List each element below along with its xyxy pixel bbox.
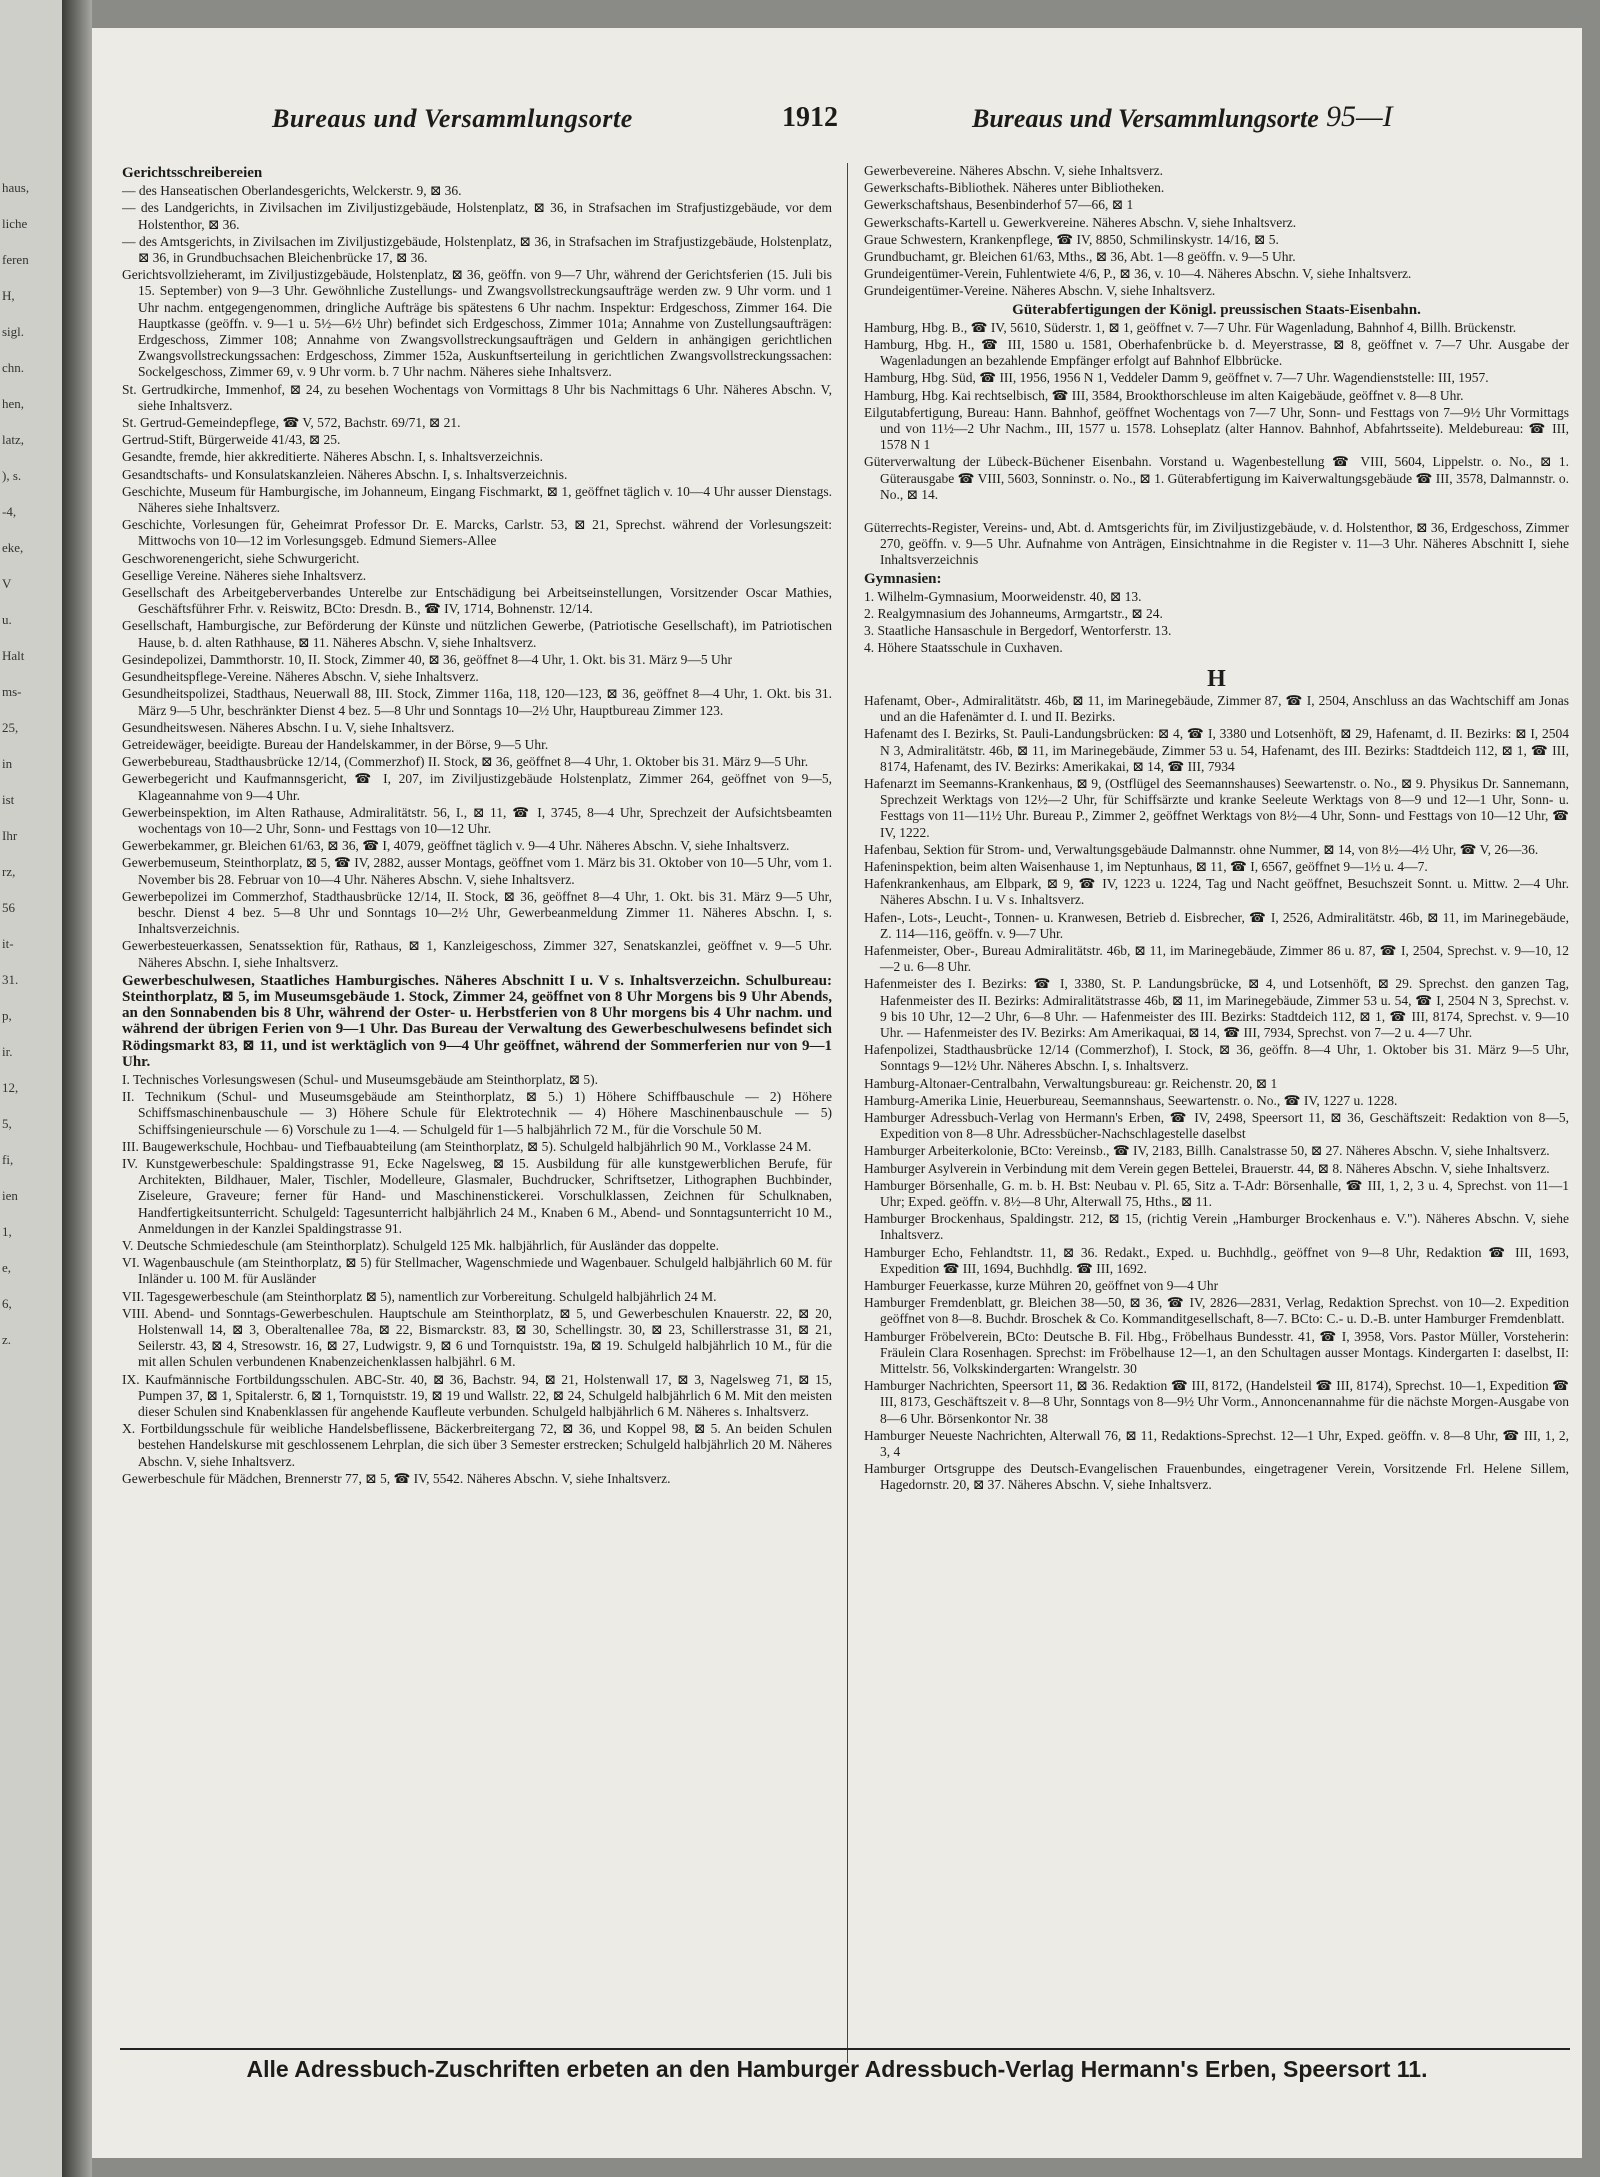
directory-entry: — des Landgerichts, in Zivilsachen im Ziviljustizgebäude, Holstenplatz, ⊠ 36, in Strafsachen im Strafjustizgebäude, vor dem Holstenthor, ⊠ 36. xyxy=(122,200,832,232)
directory-entry: Hafenmeister, Ober-, Bureau Admiralitätstr. 46b, ⊠ 11, im Marinegebäude, Zimmer 86 u. 87, ☎ I, 2504, Sprechst. v. 9—10, 12—2 u. 6—8 Uhr. xyxy=(864,942,1569,975)
directory-entry: Hamburger Arbeiterkolonie, BCto: Vereinsb., ☎ IV, 2183, Billh. Canalstrasse 50, ⊠ 27. Näheres Abschn. V, siehe Inhaltsverz. xyxy=(864,1143,1550,1159)
footer-notice: Alle Adressbuch-Zuschriften erbeten an den Hamburger Adressbuch-Verlag Hermann's Erben, Speersort 11. xyxy=(246,2056,1428,2082)
margin-fragment: 25, xyxy=(2,720,19,735)
directory-entry: Hamburger Ortsgruppe des Deutsch-Evangelischen Frauenbundes, eingetragener Verein, Vorsitzende Frl. Helene Sillem, Hagedornstr. 20, ⊠ 37. Näheres Abschn. V, siehe Inhaltsverz. xyxy=(864,1461,1569,1493)
directory-entry: II. Technikum (Schul- und Museumsgebäude am Steinthorplatz, ⊠ 5.) 1) Höhere Schiffbauschule — 2) Höhere Schiffsmaschinenbauschule — 3) Höhere Schule für Elektrotechnik — 4) Höhere Maschinenbauschule — 5) Schiffsingenieurschule — 6) Vorschule zu 1—4. — Schulgeld für 1—5 halbjährlich 72 M., für die Vorschule 50 M. xyxy=(122,1089,832,1137)
margin-fragment: ), s. xyxy=(2,468,22,483)
directory-entry: 2. Realgymnasium des Johanneums, Armgartstr., ⊠ 24. xyxy=(864,606,1163,622)
directory-entry: Gesandte, fremde, hier akkreditierte. Näheres Abschn. I, s. Inhaltsverzeichnis. xyxy=(122,449,543,465)
directory-entry: Hamburger Fremdenblatt, gr. Bleichen 38—50, ⊠ 36, ☎ IV, 2826—2831, Verlag, Redaktion Sprechst. von 10—2. Expedition geöffnet von 8—8. Buchdr. Broschek & Co. Kommanditgesellschaft, 8—7. BCto: C.- u. D.-B. unter Hamburger Fremdenblatt. xyxy=(864,1295,1569,1327)
directory-entry: VI. Wagenbauschule (am Steinthorplatz, ⊠ 5) für Stellmacher, Wagenschmiede und Wagenbauer. Schulgeld halbjährlich 60 M. für Inländer u. 100 M. für Ausländer xyxy=(122,1255,832,1287)
margin-fragment: 56 xyxy=(2,900,15,915)
directory-entry: Gesundheitswesen. Näheres Abschn. I u. V, siehe Inhaltsverz. xyxy=(122,719,455,735)
footer-rule xyxy=(120,2048,1570,2050)
margin-fragment: ms- xyxy=(2,684,22,699)
margin-fragment: ien xyxy=(2,1188,18,1203)
directory-entry: Gesellschaft des Arbeitgeberverbandes Unterelbe zur Entschädigung bei Arbeitseinstellungen, Vorsitzender Oscar Mathies, Geschäftsführer Frhr. v. Reiswitz, BCto: Dresdn. B., ☎ IV, 1714, Bohnenstr. 12/14. xyxy=(122,585,832,617)
directory-entry: Gewerbevereine. Näheres Abschn. V, siehe Inhaltsverz. xyxy=(864,163,1164,178)
directory-entry: 4. Höhere Staatsschule in Cuxhaven. xyxy=(864,640,1063,656)
directory-entry: VII. Tagesgewerbeschule (am Steinthorplatz ⊠ 5), namentlich zur Vorbereitung. Schulgeld halbjährlich 24 M. xyxy=(122,1288,717,1304)
margin-fragment: haus, xyxy=(2,180,30,195)
directory-entry: Gewerbebureau, Stadthausbrücke 12/14, (Commerzhof) II. Stock, ⊠ 36, geöffnet 8—4 Uhr, 1. Oktober bis 31. März 9—5 Uhr. xyxy=(122,754,809,770)
directory-entry: 3. Staatliche Hansaschule in Bergedorf, Wentorferstr. 13. xyxy=(864,623,1172,639)
directory-entry: Gertrud-Stift, Bürgerweide 41/43, ⊠ 25. xyxy=(122,432,341,448)
header-left-title: Bureaus und Versammlungsorte xyxy=(272,104,633,133)
previous-page-edge xyxy=(0,0,64,2177)
margin-fragment: rz, xyxy=(2,864,16,879)
directory-entry: Hafeninspektion, beim alten Waisenhause 1, im Neptunhaus, ⊠ 11, ☎ I, 6567, geöffnet 9—1½ u. 4—7. xyxy=(864,858,1428,874)
page-number: 95—I xyxy=(1326,100,1393,133)
margin-fragment: z. xyxy=(2,1332,12,1347)
directory-entry: Graue Schwestern, Krankenpflege, ☎ IV, 8850, Schmilinskystr. 14/16, ⊠ 5. xyxy=(864,231,1279,247)
margin-fragment: eke, xyxy=(2,540,24,555)
page-header xyxy=(92,28,1582,138)
directory-entry: Hamburg, Hbg. H., ☎ III, 1580 u. 1581, Oberhafenbrücke b. d. Meyerstrasse, ⊠ 8, geöffnet v. 7—7 Uhr. Ausgabe der Wagenladungen an bezahlende Empfänger erfolgt auf Bahnhof Elbbrücke. xyxy=(864,337,1569,369)
directory-entry: Hamburger Asylverein in Verbindung mit dem Verein gegen Bettelei, Brauerstr. 44, ⊠ 8. Näheres Abschn. V, siehe Inhaltsverz. xyxy=(864,1160,1550,1176)
margin-fragment: 5, xyxy=(2,1116,12,1131)
margin-fragment: 1, xyxy=(2,1224,12,1239)
directory-entry: Gewerkschafts-Kartell u. Gewerkvereine. Näheres Abschn. V, siehe Inhaltsverz. xyxy=(864,214,1297,230)
directory-entry: Hafenamt, Ober-, Admiralitätstr. 46b, ⊠ 11, im Marinegebäude, Zimmer 87, ☎ I, 2504, Anschluss an das Wachtschiff am Jonas und an die Hafenämter d. I. und II. Bezirks. xyxy=(864,692,1569,725)
directory-entry: Hamburg-Altonaer-Centralbahn, Verwaltungsbureau: gr. Reichenstr. 20, ⊠ 1 xyxy=(864,1075,1278,1091)
directory-entry: Gesindepolizei, Dammthorstr. 10, II. Stock, Zimmer 40, ⊠ 36, geöffnet 8—4 Uhr, 1. Okt. bis 31. März 9—5 Uhr xyxy=(122,651,733,667)
directory-entry: Gewerkschafts-Bibliothek. Näheres unter Bibliotheken. xyxy=(864,180,1165,196)
directory-entry: Gewerkschaftshaus, Besenbinderhof 57—66, ⊠ 1 xyxy=(864,197,1134,213)
margin-fragment: liche xyxy=(2,216,28,231)
margin-fragment: -4, xyxy=(2,504,17,519)
directory-entry: III. Baugewerkschule, Hochbau- und Tiefbauabteilung (am Steinthorplatz, ⊠ 5). Schulgeld halbjährlich 90 M., Vorklasse 24 M. xyxy=(122,1138,812,1154)
directory-entry: IV. Kunstgewerbeschule: Spaldingstrasse 91, Ecke Nagelsweg, ⊠ 15. Ausbildung für alle kunstgewerblichen Berufe, für Architekten, Bildhauer, Maler, Tischler, Modelleure, Glasmaler, Buchdrucker, Schriftsetzer, Lithographen Buchbinder, Ziseleure, Graveure; ferner für Hand- und Maschinenstickerei. Vorschulklassen, Zeichnen für Schulknaben, Handfertigkeitsunterricht. Schulgeld: Tagesunterricht halbjährlich 24 M., Knaben 6 M., Abend- und Sonntagsunterricht 10 M., Anmeldungen in der Kanzlei Spaldingstrasse 91. xyxy=(122,1155,832,1236)
directory-entry: Gesundheitspflege-Vereine. Näheres Abschn. V, siehe Inhaltsverz. xyxy=(122,669,479,685)
margin-fragment: 31. xyxy=(2,972,19,987)
margin-fragment: feren xyxy=(2,252,29,267)
directory-entry: 1. Wilhelm-Gymnasium, Moorweidenstr. 40, ⊠ 13. xyxy=(864,588,1142,604)
margin-fragment: H, xyxy=(2,288,15,303)
directory-entry: X. Fortbildungsschule für weibliche Handelsbeflissene, Bäckerbreitergang 72, ⊠ 36, und Koppel 98, ⊠ 5. An beiden Schulen bestehen Handelskurse mit geschlossenem Lehrplan, die sich über 3 Semester erstrecken; Schulgeld halbjährlich 20 M. Näheres Abschn. V, siehe Inhaltsverz. xyxy=(122,1421,832,1469)
directory-entry: Hafenarzt im Seemanns-Krankenhaus, ⊠ 9, (Ostflügel des Seemannshauses) Seewartenstr. o. No., ⊠ 9. Physikus Dr. Sannemann, Sprechzeit Werktags von 12½—2 Uhr, für Schiffsärzte und kranke Seeleute Werktags von 8—9 und 12—1 Uhr, Sonn- u. Festtags von 11—11½ Uhr. Bureau P., Zimmer 2, geöffnet Werktags von 8½—4 Uhr, Sonn- und Festtags von 10—12 Uhr, ☎ IV, 1222. xyxy=(864,775,1569,840)
directory-entry: — des Hanseatischen Oberlandesgerichts, Welckerstr. 9, ⊠ 36. xyxy=(122,183,462,199)
margin-fragment: ir. xyxy=(2,1044,13,1059)
directory-entry: Gerichtsvollzieheramt, im Ziviljustizgebäude, Holstenplatz, ⊠ 36, geöffn. von 9—7 Uhr, während der Gerichtsferien (15. Juli bis 15. September) von 9—3 Uhr. Gewöhnliche Zustellungs- und Zwangsvollstreckungsaufträge werden zw. 9 Uhr vorm. und 1 Uhr nachm. entgegengenommen, dringliche Aufträge bis spätestens 6 Uhr nachm. Inspektur: Erdgeschoss, Zimmer 164. Die Hauptkasse (geöffn. v. 9—1 u. 5½—6½ Uhr) befindet sich Erdgeschoss, Zimmer 101a; Annahme von Zustellungsaufträgen: Erdgeschoss, Zimmer 108; Annahme von Zwangsvollstreckungsaufträgen und Geldern in anhängigen gerichtlichen Zwangsvollstreckungssachen: Erdgeschoss, Zimmer 152a, Auskunftserteilung in gerichtlichen Zwangsvollstreckungssachen: Sockelgeschoss, Zimmer 69, v. 9 Uhr vorm. b. 7 Uhr nachm. Näheres siehe Inhaltsverz. xyxy=(122,267,832,380)
directory-entry: Hafen-, Lots-, Leucht-, Tonnen- u. Kranwesen, Betrieb d. Eisbrecher, ☎ I, 2526, Admiralitätstr. 46b, ⊠ 11, im Marinegebäude, Z. 114—116, geöffn. v. 9—7 Uhr. xyxy=(864,909,1569,941)
section-heading: Gymnasien: xyxy=(864,570,942,587)
margin-fragment: u. xyxy=(2,612,12,627)
directory-entry: Hafenamt des I. Bezirks, St. Pauli-Landungsbrücken: ⊠ 4, ☎ I, 3380 und Lotsenhöft, ⊠ 29, Hafenamt, d. II. Bezirks: ⊠ I, 2504 N 3, Admiralitätstr. 46b, ⊠ 11, im Marinegebäude, Zimmer 53 u. 54, Hafenamt, des III. Bezirks: Stadtdeich 112, ⊠ 1, ☎ III, 8174, Hafenamt, des IV. Bezirks: Amerikakai, ⊠ 14, ☎ III, 7934 xyxy=(864,726,1569,774)
directory-entry: Hamburg, Hbg. Kai rechtselbisch, ☎ III, 3584, Brookthorschleuse im alten Kaigebäude, geöffnet v. 8—8 Uhr. xyxy=(864,387,1464,403)
directory-entry: Hamburger Echo, Fehlandtstr. 11, ⊠ 36. Redakt., Exped. u. Buchhdlg., geöffnet von 9—8 Uhr, Redaktion ☎ III, 1693, Expedition ☎ III, 1694, Buchhdlg. ☎ III, 1692. xyxy=(864,1244,1569,1276)
margin-fragment: Ihr xyxy=(2,828,18,843)
directory-entry: St. Gertrud-Gemeindepflege, ☎ V, 572, Bachstr. 69/71, ⊠ 21. xyxy=(122,415,461,431)
directory-entry: Hafenkrankenhaus, am Elbpark, ⊠ 9, ☎ IV, 1223 u. 1224, Tag und Nacht geöffnet, Besuchszeit Sonnt. u. Mittw. 2—4 Uhr. Näheres Abschn. I u. V s. Inhaltsverz. xyxy=(864,876,1569,908)
directory-entry: Geschichte, Museum für Hamburgische, im Johanneum, Eingang Fischmarkt, ⊠ 1, geöffnet täglich v. 10—4 Uhr ausser Dienstags. Näheres siehe Inhaltsverz. xyxy=(122,483,832,516)
directory-entry: — des Amtsgerichts, in Zivilsachen im Ziviljustizgebäude, Holstenplatz, ⊠ 36, in Strafsachen im Strafjustizgebäude, Holstenplatz, ⊠ 36, in Grundbuchsachen Bleichenbrücke 17, ⊠ 36. xyxy=(122,233,832,266)
directory-entry: Getreidewäger, beeidigte. Bureau der Handelskammer, in der Börse, 9—5 Uhr. xyxy=(122,736,549,752)
section-heading: Gewerbeschulwesen, Staatliches Hamburgisches. Näheres Abschnitt I u. V s. Inhaltsverzeichn. Schulbureau: Steinthorplatz, ⊠ 5, im Museumsgebäude 1. Stock, Zimmer 24, geöffnet von 8 Uhr Morgens bis 9 Uhr Abends, an den Sonnabenden bis 8 Uhr, während der Oster- u. Herbstferien von 8 Uhr morgens bis 4 Uhr nachm. und während der übrigen Ferien von 9—1 Uhr. Das Bureau der Verwaltung des Gewerbeschulwesens befindet sich Rödingsmarkt 83, ⊠ 11, und ist werktäglich von 9—4 Uhr geöffnet, während der Sommerferien nur von 9—1 Uhr. xyxy=(122,972,832,1070)
directory-entry: Hafenpolizei, Stadthausbrücke 12/14 (Commerzhof), I. Stock, ⊠ 36, geöffn. 8—4 Uhr, 1. Oktober bis 31. März 9—5 Uhr, Sonntags 9—12½ Uhr. Näheres Abschn. I, s. Inhaltsverz. xyxy=(864,1042,1569,1074)
directory-entry: Gesellige Vereine. Näheres siehe Inhaltsverz. xyxy=(122,567,367,583)
directory-entry: Grundeigentümer-Verein, Fuhlentwiete 4/6, P., ⊠ 36, v. 10—4. Näheres Abschn. V, siehe Inhaltsverz. xyxy=(864,266,1412,282)
header-year: 1912 xyxy=(782,102,838,133)
directory-entry: Hamburger Nachrichten, Speersort 11, ⊠ 36. Redaktion ☎ III, 8172, (Handelsteil ☎ III, 8174), Sprechst. 10—1, Expedition ☎ III, 8173, Geschäftszeit v. 8—8 Uhr, Sonntags von 8—9½ Uhr Vorm., Annoncenannahme für die nächste Morgen-Ausgabe von 8—6 Uhr. Börsenkontor Nr. 38 xyxy=(864,1378,1569,1426)
section-heading: Güterabfertigungen der Königl. preussischen Staats-Eisenbahn. xyxy=(1012,301,1421,318)
margin-fragment: in xyxy=(2,756,13,771)
directory-entry: I. Technisches Vorlesungswesen (Schul- und Museumsgebäude am Steinthorplatz, ⊠ 5). xyxy=(122,1071,599,1087)
directory-entry: Eilgutabfertigung, Bureau: Hann. Bahnhof, geöffnet Wochentags von 7—7 Uhr, Sonn- und Festtags von 7—9½ Uhr Vormittags und von 11½—2 Uhr Nachm., III, 1577 u. 1578. Lohseplatz (alter Hannov. Bahnhof, Abfahrtsseite). Meldebureau: ☎ III, 1578 N 1 xyxy=(864,404,1569,453)
directory-entry: Hafenmeister des I. Bezirks: ☎ I, 3380, St. P. Landungsbrücke, ⊠ 4, und Lotsenhöft, ⊠ 29. Sprechst. den ganzen Tag, Hafenmeister des II. Bezirks: Admiralitätstrasse 46b, ⊠ 11, im Marinegebäude, Zimmer 53 u. 54, ☎ I, 2504 N 3, Sprechst. v. 9 bis 10 Uhr, 12—2 Uhr, 6—8 Uhr. — Hafenmeister des III. Bezirks: Stadtdeich 112, ⊠ 1, ☎ III, 8174, Sprechst. v. 9—10 Uhr. — Hafenmeister des IV. Bezirks: Am Amerikaquai, ⊠ 14, ☎ III, 7934, Sprechst. von 7—2 u. 4—7 Uhr. xyxy=(864,976,1569,1040)
directory-entry: Geschichte, Vorlesungen für, Geheimrat Professor Dr. E. Marcks, Carlstr. 53, ⊠ 21, Sprechst. während der Vorlesungszeit: Mittwochs von 10—12 im Vorlesungsgeb. Edmund Siemers-Allee xyxy=(122,517,832,549)
margin-fragment: sigl. xyxy=(2,324,25,339)
margin-fragment: fi, xyxy=(2,1152,14,1167)
header-right-title: Bureaus und Versammlungsorte xyxy=(972,104,1319,133)
directory-entry: Gewerbepolizei im Commerzhof, Stadthausbrücke 12/14, II. Stock, ⊠ 36, geöffnet 8—4 Uhr, 1. Okt. bis 31. März 9—5 Uhr, beschr. Dienst 4 bez. 5—8 Uhr und Sonntags 10—2½ Uhr, Gewerbeanmeldung Zimmer 11. Näheres Abschn. I, s. Inhaltsverzeichnis. xyxy=(122,888,832,937)
column-divider xyxy=(847,163,848,2063)
spacer xyxy=(864,504,1569,520)
directory-entry: Güterrechts-Register, Vereins- und, Abt. d. Amtsgerichts für, im Ziviljustizgebäude, v. d. Holstenthor, ⊠ 36, Erdgeschoss, Zimmer 270, geöffn. v. 9—5 Uhr. Aufnahme von Anträgen, Einsichtnahme in die Register v. 11—3 Uhr. Näheres Abschnitt I, siehe Inhaltsverzeichnis xyxy=(864,520,1569,568)
directory-entry: Güterverwaltung der Lübeck-Büchener Eisenbahn. Vorstand u. Wagenbestellung ☎ VIII, 5604, Lippelstr. o. No., ⊠ 1. Güterausgabe ☎ VIII, 5603, Sonninstr. o. No., ⊠ 1. Güterabfertigung im Kaiverwaltungsgebäude ☎ III, 3578, Dalmannstr. o. No., ⊠ 14. xyxy=(864,454,1569,502)
left-column xyxy=(122,163,832,1488)
directory-entry: V. Deutsche Schmiedeschule (am Steinthorplatz). Schulgeld 125 Mk. halbjährlich, für Ausländer das doppelte. xyxy=(122,1238,719,1253)
margin-fragment: 12, xyxy=(2,1080,19,1095)
directory-entry: Gewerbeinspektion, im Alten Rathause, Admiralitätstr. 56, I., ⊠ 11, ☎ I, 3745, 8—4 Uhr, Sprechzeit der Aufsichtsbeamten wochentags von 10—2 Uhr, Sonn- und Festtags von 10—12 Uhr. xyxy=(122,804,832,836)
directory-entry: Gewerbesteuerkassen, Senatssektion für, Rathaus, ⊠ 1, Kanzleigeschoss, Zimmer 327, Senatskanzlei, geöffnet v. 9—5 Uhr. Näheres Abschn. I, siehe Inhaltsverz. xyxy=(122,938,832,970)
margin-fragment: hen, xyxy=(2,396,25,411)
directory-entry: Hamburger Brockenhaus, Spaldingstr. 212, ⊠ 15, (richtig Verein „Hamburger Brockenhaus e. V."). Näheres Abschn. V, siehe Inhaltsverz. xyxy=(864,1211,1569,1243)
directory-entry: Gesandtschafts- und Konsulatskanzleien. Näheres Abschn. I, s. Inhaltsverzeichnis. xyxy=(122,466,568,482)
directory-entry: Gesundheitspolizei, Stadthaus, Neuerwall 88, III. Stock, Zimmer 116a, 118, 120—123, ⊠ 36, geöffnet 8—4 Uhr, 1. Okt. bis 31. März 9—5 Uhr, beschränkter Dienst 4 bez. 5—8 Uhr und Sonntags 10—2½ Uhr, Hauptbureau Zimmer 123. xyxy=(122,686,832,718)
directory-entry: Hamburger Feuerkasse, kurze Mühren 20, geöffnet von 9—4 Uhr xyxy=(864,1278,1219,1293)
directory-entry: Gewerbeschule für Mädchen, Brennerstr 77, ⊠ 5, ☎ IV, 5542. Näheres Abschn. V, siehe Inhaltsverz. xyxy=(122,1470,671,1486)
directory-entry: Grundeigentümer-Vereine. Näheres Abschn. V, siehe Inhaltsverz. xyxy=(864,283,1216,299)
directory-entry: Hamburg, Hbg. Süd, ☎ III, 1956, 1956 N 1, Veddeler Damm 9, geöffnet v. 7—7 Uhr. Wagendienststelle: III, 1957. xyxy=(864,370,1489,386)
section-heading: Gerichtsschreibereien xyxy=(122,165,263,181)
letter-divider: H xyxy=(1207,665,1226,692)
directory-entry: Hamburg-Amerika Linie, Heuerbureau, Seemannshaus, Seewartenstr. o. No., ☎ IV, 1227 u. 1228. xyxy=(864,1092,1398,1108)
margin-fragment: p, xyxy=(2,1008,12,1023)
margin-fragment: it- xyxy=(2,936,14,951)
directory-entry: Gewerbemuseum, Steinthorplatz, ⊠ 5, ☎ IV, 2882, ausser Montags, geöffnet vom 1. März bis 31. Oktober von 10—5 Uhr, vom 1. November bis 28. Februar von 10—4 Uhr. Näheres Abschn. V, siehe Inhaltsverz. xyxy=(122,855,832,887)
directory-entry: VIII. Abend- und Sonntags-Gewerbeschulen. Hauptschule am Steinthorplatz, ⊠ 5, und Gewerbeschulen Knauerstr. 22, ⊠ 20, Holstenwall 14, ⊠ 3, Oberaltenallee 78a, ⊠ 22, Bismarckstr. 83, ⊠ 30, Schellingstr. 30, ⊠ 23, Schillerstrasse 31, ⊠ 21, Seilerstr. 43, ⊠ 4, Stresowstr. 16, ⊠ 27, Ludwigstr. 9, ⊠ 6 und Tornquiststr. 19a, ⊠ 19. Schulgeld halbjährlich 10 M., für die mit allen Schulen verbundenen Knabenzeichenklassen halbjährl. 6 M. xyxy=(122,1305,832,1370)
margin-fragment: latz, xyxy=(2,432,25,447)
margin-fragment: ist xyxy=(2,792,15,807)
directory-entry: Gesellschaft, Hamburgische, zur Beförderung der Künste und nützlichen Gewerbe, (Patriotische Gesellschaft), im Patriotischen Hause, b. d. alten Rathhause, ⊠ 11. Näheres Abschn. V, siehe Inhaltsverz. xyxy=(122,618,832,650)
directory-entry: Hamburger Adressbuch-Verlag von Hermann's Erben, ☎ IV, 2498, Speersort 11, ⊠ 36, Geschäftszeit: Redaktion von 8—5, Expedition von 8—8 Uhr. Adressbücher-Nachschlagestelle daselbst xyxy=(864,1109,1569,1142)
directory-entry: Grundbuchamt, gr. Bleichen 61/63, Mths., ⊠ 36, Abt. 1—8 geöffn. v. 9—5 Uhr. xyxy=(864,249,1296,265)
directory-entry: Gewerbekammer, gr. Bleichen 61/63, ⊠ 36, ☎ I, 4079, geöffnet täglich v. 9—4 Uhr. Näheres Abschn. V, siehe Inhaltsverz. xyxy=(122,838,790,854)
book-binding xyxy=(62,0,92,2177)
margin-fragment: Halt xyxy=(2,648,25,663)
directory-entry: St. Gertrudkirche, Immenhof, ⊠ 24, zu besehen Wochentags von Vormittags 8 Uhr bis Nachmittags 6 Uhr. Näheres Abschn. V, siehe Inhaltsverz. xyxy=(122,381,832,413)
directory-entry: Geschworenengericht, siehe Schwurgericht. xyxy=(122,550,360,566)
directory-page xyxy=(92,28,1582,2158)
margin-fragment: 6, xyxy=(2,1296,12,1311)
directory-entry: Hamburger Börsenhalle, G. m. b. H. Bst: Neubau v. Pl. 65, Sitz a. T-Adr: Börsenhalle, ☎ III, 1, 2, 3 u. 4, Sprechst. von 11—1 Uhr; Exped. geöffn. v. 8½—8 Uhr, Alterwall 75, Hths., ⊠ 11. xyxy=(864,1177,1569,1209)
margin-fragment: chn. xyxy=(2,360,25,375)
directory-entry: Hafenbau, Sektion für Strom- und, Verwaltungsgebäude Dalmannstr. ohne Nummer, ⊠ 14, von 8½—4½ Uhr, ☎ V, 26—36. xyxy=(864,841,1539,857)
margin-fragment: e, xyxy=(2,1260,12,1275)
right-column xyxy=(864,163,1569,1495)
directory-entry: Gewerbegericht und Kaufmannsgericht, ☎ I, 207, im Ziviljustizgebäude Holstenplatz, Zimmer 264, geöffnet von 9—5, Klageannahme von 9—4 Uhr. xyxy=(122,771,832,803)
directory-entry: IX. Kaufmännische Fortbildungsschulen. ABC-Str. 40, ⊠ 36, Bachstr. 94, ⊠ 21, Holstenwall 17, ⊠ 3, Nagelsweg 71, ⊠ 15, Pumpen 37, ⊠ 1, Spitalerstr. 6, ⊠ 1, Tornquiststr. 19, ⊠ 19 und Wallstr. 22, ⊠ 24, Schulgeld halbjährlich 6 M. Mit den meisten dieser Schulen sind Knabenklassen für angehende Kaufleute verbunden. Schulgeld halbjährlich 6 M. Näheres s. Inhaltsverz. xyxy=(122,1371,832,1420)
directory-entry: Hamburger Fröbelverein, BCto: Deutsche B. Fil. Hbg., Fröbelhaus Bundesstr. 41, ☎ I, 3958, Vors. Pastor Müller, Vorsteherin: Fräulein Clara Rosenhagen. Sprechst: im Fröbelhause 12—1, an den Schultagen ausser Montags. Kindergarten I: daselbst, II: Mittelstr. 56, Volkskindergarten: Wrangelstr. 30 xyxy=(864,1328,1569,1377)
directory-entry: Hamburg, Hbg. B., ☎ IV, 5610, Süderstr. 1, ⊠ 1, geöffnet v. 7—7 Uhr. Für Wagenladung, Bahnhof 4, Billh. Brückenstr. xyxy=(864,319,1517,335)
margin-fragment: V xyxy=(2,576,12,591)
directory-entry: Hamburger Neueste Nachrichten, Alterwall 76, ⊠ 11, Redaktions-Sprechst. 12—1 Uhr, Exped. geöffn. v. 8—8 Uhr, ☎ III, 1, 2, 3, 4 xyxy=(864,1427,1569,1460)
